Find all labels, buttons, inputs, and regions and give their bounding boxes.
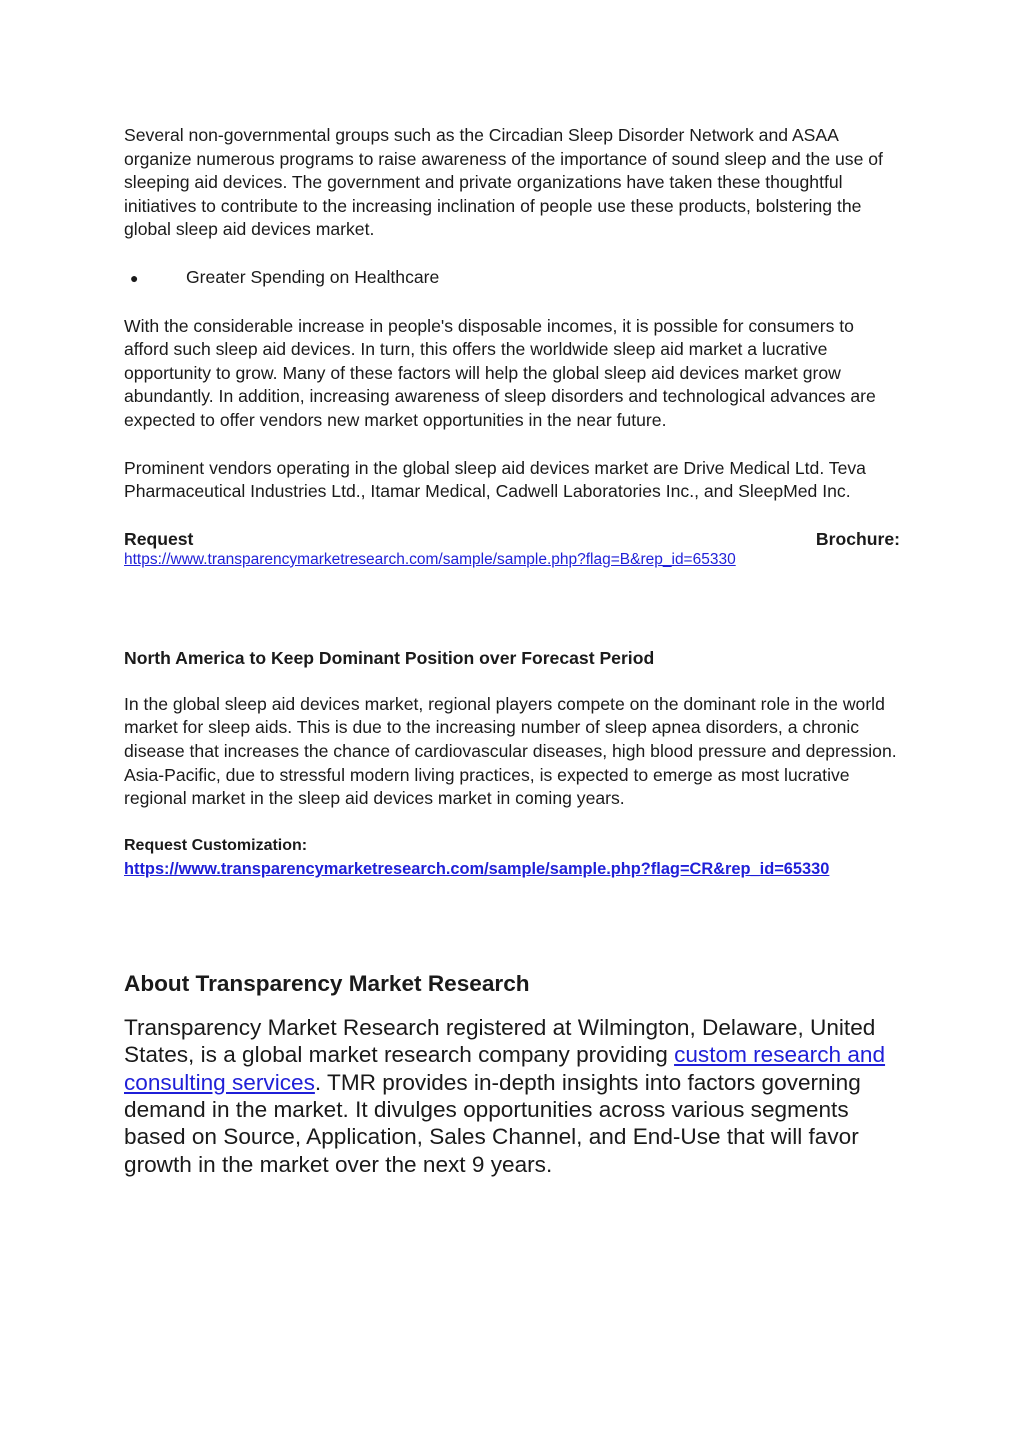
brochure-label: Brochure: [815, 528, 900, 549]
brochure-request-label [124, 528, 900, 550]
custom-research-link[interactable]: custom research and consulting services [124, 1042, 886, 1095]
bullet-text: Greater Spending on Healthcare [186, 266, 440, 287]
about-paragraph [124, 1014, 900, 1178]
region-heading: North America to Keep Dominant Position over Forecast Period [124, 647, 655, 668]
request-label: Request [124, 528, 194, 549]
bullet-item [124, 266, 900, 291]
paragraph-prominent-vendors: Prominent vendors operating in the global sleep aid devices market are Drive Medical Ltd. Teva Pharmaceutical Industries Ltd., Itamar Medical, Cadwell Laboratories Inc., and SleepMed Inc. [124, 457, 866, 502]
about-heading: About Transparency Market Research [124, 970, 530, 996]
paragraph-regional-players: In the global sleep aid devices market, regional players compete on the dominant role in the world market for sleep aids. This is due to the increasing number of sleep apnea disorders, a chronic disease that increases the chance of cardiovascular diseases, high blood pressure and depression. Asia-Pacific, due to stressful modern living practices, is expected to emerge as most lucrative regional market in the sleep aid devices market in coming years. [124, 693, 897, 809]
bullet-icon: ● [130, 269, 139, 286]
document-page [124, 124, 900, 1201]
about-text-after: . TMR provides in-depth insights into factors governing demand in the market. It divulges opportunities across various segments based on Source, Application, Sales Channel, and End-Use that will favor growth in the market over the next 9 years. [124, 1069, 861, 1177]
brochure-link[interactable]: https://www.transparencymarketresearch.com/sample/sample.php?flag=B&rep_id=65330 [124, 550, 736, 568]
customization-label: Request Customization: [124, 836, 308, 854]
paragraph-awareness-programs: Several non-governmental groups such as the Circadian Sleep Disorder Network and ASAA organize numerous programs to raise awareness of the importance of sound sleep and the use of sleeping aid devices. The government and private organizations have taken these thoughtful initiatives to contribute to the increasing inclination of people use these products, bolstering the global sleep aid devices market. [124, 125, 883, 240]
paragraph-disposable-income: With the considerable increase in people's disposable incomes, it is possible for consumers to afford such sleep aid devices. In turn, this offers the worldwide sleep aid market a lucrative opportunity to grow. Many of these factors will help the global sleep aid devices market grow abundantly. In addition, increasing awareness of sleep disorders and technological advances are expected to offer vendors new market opportunities in the near future. [124, 315, 876, 430]
about-text-before: Transparency Market Research registered at Wilmington, Delaware, United States, is a global market research company providing [124, 1014, 876, 1068]
customization-link[interactable]: https://www.transparencymarketresearch.com/sample/sample.php?flag=CR&rep_id=65330 [124, 859, 830, 878]
